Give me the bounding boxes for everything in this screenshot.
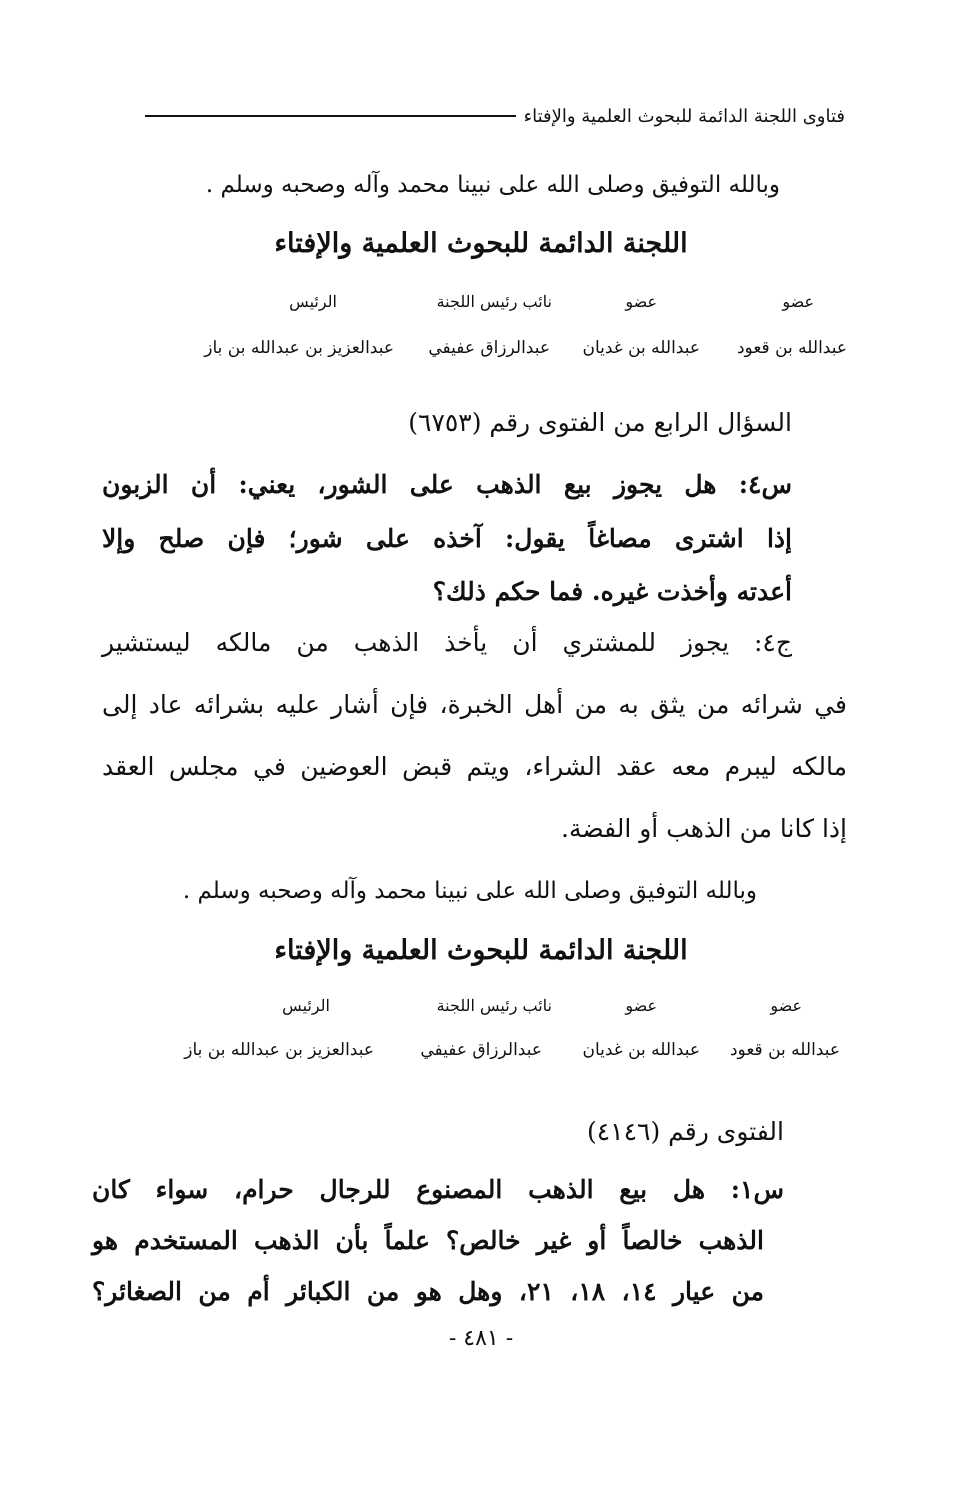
signatory-name-1: عبدالله بن قعود — [736, 338, 847, 358]
answer-line: ج٤: يجوز للمشتري أن يأخذ الذهب من مالكه ليستشير — [102, 628, 792, 657]
closing-formula: وبالله التوفيق وصلى الله على نبينا محمد وآله وصحبه وسلم . — [182, 878, 757, 904]
role-member-1: عضو — [770, 996, 802, 1015]
signatory-name-1: عبدالله بن قعود — [729, 1040, 840, 1060]
page-number: - ٤٨١ - — [448, 1326, 514, 1351]
signatory-name-2: عبدالله بن غديان — [582, 338, 700, 358]
role-deputy-chair: نائب رئيس اللجنة — [436, 292, 552, 311]
question-line: س١: هل بيع الذهب المصنوع للرجال حرام، سواء كان — [92, 1175, 784, 1204]
fatwa-heading: السؤال الرابع من الفتوى رقم (٦٧٥٣) — [408, 408, 792, 437]
signatory-name-3: عبدالرزاق عفيفي — [428, 338, 550, 358]
role-member-2: عضو — [625, 996, 657, 1015]
question-line: إذا اشترى مصاغاً يقول: آخذه على شور؛ فإن صلح وإلا — [102, 524, 792, 553]
role-member-1: عضو — [782, 292, 814, 311]
question-line: س٤: هل يجوز بيع الذهب على الشور، يعني: أن الزبون — [102, 470, 792, 499]
fatwa-heading: الفتوى رقم (٤١٤٦) — [586, 1117, 784, 1146]
role-member-2: عضو — [625, 292, 657, 311]
role-chairman: الرئيس — [282, 996, 330, 1015]
running-header — [145, 100, 845, 132]
answer-line: إذا كانا من الذهب أو الفضة. — [561, 814, 847, 843]
closing-formula: وبالله التوفيق وصلى الله على نبينا محمد وآله وصحبه وسلم . — [205, 172, 780, 198]
question-line: الذهب خالصاً أو غير خالص؟ علماً بأن الذهب المستخدم هو — [92, 1226, 764, 1255]
answer-line: في شرائه من يثق به من أهل الخبرة، فإن أشار عليه بشرائه عاد إلى — [102, 690, 847, 719]
role-deputy-chair: نائب رئيس اللجنة — [436, 996, 552, 1015]
signatory-name-4: عبدالعزيز بن عبدالله بن باز — [184, 1040, 374, 1060]
running-title: فتاوى اللجنة الدائمة للبحوث العلمية والإفتاء — [523, 105, 845, 127]
header-rule — [145, 115, 516, 117]
signatory-name-3: عبدالرزاق عفيفي — [420, 1040, 542, 1060]
committee-title: اللجنة الدائمة للبحوث العلمية والإفتاء — [274, 228, 688, 259]
answer-line: مالكه ليبرم معه عقد الشراء، ويتم قبض العوضين في مجلس العقد — [102, 752, 847, 781]
question-line: من عيار ١٤، ١٨، ٢١، وهل هو من الكبائر أم من الصغائر؟ — [92, 1277, 764, 1306]
signatory-name-2: عبدالله بن غديان — [582, 1040, 700, 1060]
committee-title: اللجنة الدائمة للبحوث العلمية والإفتاء — [274, 935, 688, 966]
role-chairman: الرئيس — [289, 292, 337, 311]
question-line: أعدته وأخذت غيره. فما حكم ذلك؟ — [432, 577, 792, 606]
signatory-name-4: عبدالعزيز بن عبدالله بن باز — [204, 338, 394, 358]
